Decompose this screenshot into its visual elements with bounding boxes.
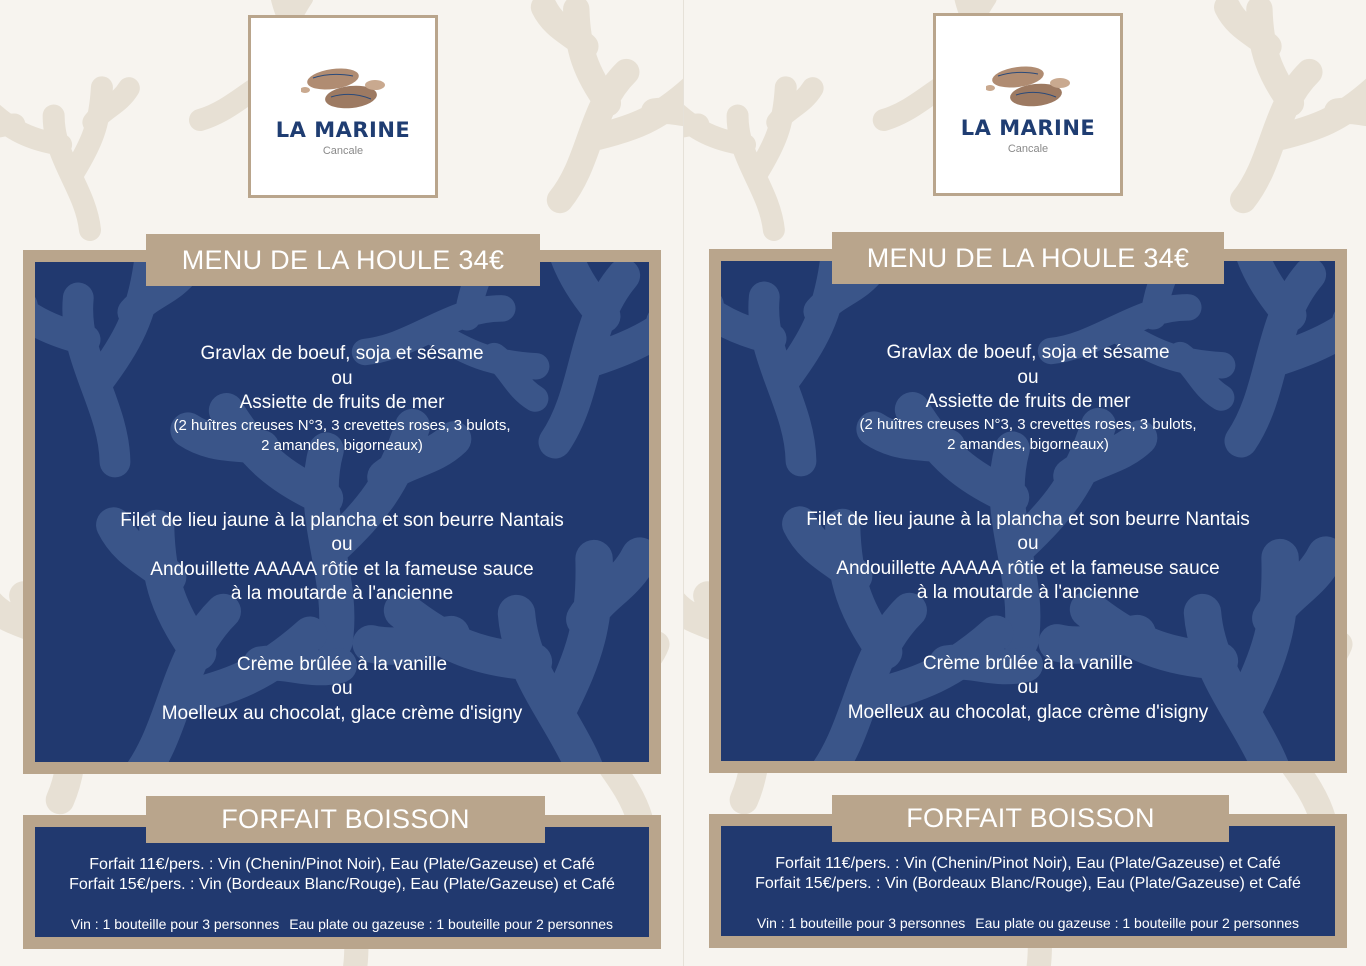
logo-card bbox=[248, 15, 438, 198]
or-separator: ou bbox=[1017, 677, 1039, 698]
dessert-2: Moelleux au chocolat, glace crème d'isigny bbox=[847, 701, 1209, 723]
dessert-1: Crème brûlée à la vanille bbox=[236, 653, 448, 675]
starter-1: Gravlax de boeuf, soja et sésame bbox=[886, 342, 1170, 363]
main-2: Andouillette AAAAA rôtie et la fameuse sauce bbox=[836, 557, 1220, 579]
main-1: Filet de lieu jaune à la plancha et son beurre Nantais bbox=[806, 508, 1250, 530]
starter-2-detail: 2 amandes, bigorneaux) bbox=[261, 437, 423, 454]
starter-2: Assiette de fruits de mer bbox=[925, 391, 1131, 412]
pebbles-logo-icon bbox=[301, 63, 391, 113]
logo-location: Cancale bbox=[1007, 143, 1049, 155]
dessert-1: Crème brûlée à la vanille bbox=[922, 652, 1134, 674]
logo-name: LA MARINE bbox=[275, 118, 411, 142]
drinks-note bbox=[35, 915, 649, 933]
menu-panel bbox=[709, 249, 1347, 773]
menu-items bbox=[35, 342, 649, 726]
drinks-items bbox=[35, 855, 649, 933]
starter-2-detail: (2 huîtres creuses N°3, 3 crevettes roses, 3 bulots, bbox=[859, 415, 1197, 433]
wine-note: Vin : 1 bouteille pour 3 personnes bbox=[70, 916, 280, 932]
menu-page-right bbox=[683, 0, 1366, 966]
logo-name: LA MARINE bbox=[960, 116, 1096, 140]
main-2: Andouillette AAAAA rôtie et la fameuse sauce bbox=[150, 558, 534, 580]
pebbles-logo-icon bbox=[986, 61, 1076, 111]
or-separator: ou bbox=[331, 534, 353, 555]
forfait-15: Forfait 15€/pers. : Vin (Bordeaux Blanc/Rouge), Eau (Plate/Gazeuse) et Café bbox=[69, 876, 615, 893]
starter-2-detail: (2 huîtres creuses N°3, 3 crevettes roses, 3 bulots, bbox=[173, 416, 511, 434]
forfait-11: Forfait 11€/pers. : Vin (Chenin/Pinot Noir), Eau (Plate/Gazeuse) et Café bbox=[89, 856, 595, 873]
menu-items bbox=[721, 341, 1335, 725]
starter-2: Assiette de fruits de mer bbox=[239, 392, 445, 413]
water-note: Eau plate ou gazeuse : 1 bouteille pour 2 personnes bbox=[975, 915, 1300, 931]
dessert-2: Moelleux au chocolat, glace crème d'isigny bbox=[161, 702, 523, 724]
drinks-title: FORFAIT BOISSON bbox=[146, 796, 545, 843]
main-2: à la moutarde à l'ancienne bbox=[230, 583, 454, 604]
drinks-items bbox=[721, 854, 1335, 932]
water-note: Eau plate ou gazeuse : 1 bouteille pour 2 personnes bbox=[289, 916, 614, 932]
drinks-panel-inner bbox=[35, 827, 649, 937]
forfait-15: Forfait 15€/pers. : Vin (Bordeaux Blanc/Rouge), Eau (Plate/Gazeuse) et Café bbox=[755, 875, 1301, 892]
menu-panel-inner bbox=[721, 261, 1335, 761]
or-separator: ou bbox=[331, 367, 353, 389]
menu-title: MENU DE LA HOULE 34€ bbox=[832, 232, 1224, 284]
menu-title: MENU DE LA HOULE 34€ bbox=[146, 234, 540, 286]
forfait-11: Forfait 11€/pers. : Vin (Chenin/Pinot Noir), Eau (Plate/Gazeuse) et Café bbox=[775, 855, 1281, 872]
main-1: Filet de lieu jaune à la plancha et son beurre Nantais bbox=[120, 509, 564, 531]
menu-panel bbox=[23, 250, 661, 774]
main-2: à la moutarde à l'ancienne bbox=[916, 582, 1140, 603]
drinks-title: FORFAIT BOISSON bbox=[832, 795, 1229, 842]
starter-1: Gravlax de boeuf, soja et sésame bbox=[200, 343, 484, 364]
drinks-note bbox=[721, 914, 1335, 932]
wine-note: Vin : 1 bouteille pour 3 personnes bbox=[756, 915, 966, 931]
or-separator: ou bbox=[1017, 533, 1039, 554]
or-separator: ou bbox=[1017, 366, 1039, 388]
logo-location: Cancale bbox=[322, 145, 364, 157]
or-separator: ou bbox=[331, 678, 353, 699]
drinks-panel-inner bbox=[721, 826, 1335, 936]
menu-panel-inner bbox=[35, 262, 649, 762]
logo-card bbox=[933, 13, 1123, 196]
starter-2-detail: 2 amandes, bigorneaux) bbox=[947, 436, 1109, 453]
